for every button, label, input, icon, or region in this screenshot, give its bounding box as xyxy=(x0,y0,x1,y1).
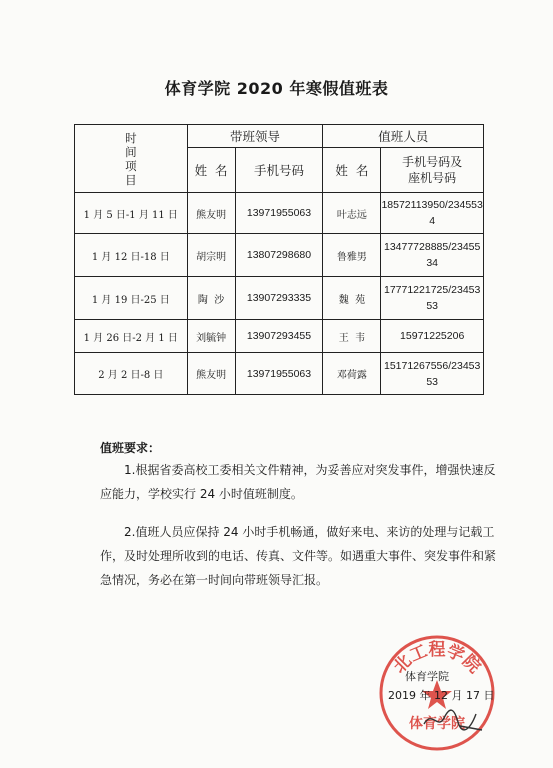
header-leader-group: 带班领导 xyxy=(187,125,323,148)
table-row xyxy=(75,277,484,320)
row-leader: 熊友明 xyxy=(187,353,235,395)
document-title: 体育学院 2020 年寒假值班表 xyxy=(164,79,389,98)
row-staff-phone: 17771221725/2345353 xyxy=(381,277,484,320)
requirement-paragraph-1: 1.根据省委高校工委相关文件精神，为妥善应对突发事件，增强快速反应能力，学校实行 24 小时值班制度。 xyxy=(100,463,496,501)
row-date: 1 月 26 日-2 月 1 日 xyxy=(75,320,188,353)
row-staff-phone: 15171267556/2345353 xyxy=(381,353,484,395)
header-line: 座机号码 xyxy=(408,171,457,185)
header-staff-name: 姓 名 xyxy=(323,148,381,193)
row-date: 2 月 2 日-8 日 xyxy=(75,353,188,395)
table-row xyxy=(75,320,484,353)
row-leader: 刘毓钟 xyxy=(187,320,235,353)
row-staff-phone: 18572113950/2345534 xyxy=(381,193,484,234)
row-leader-phone: 13907293455 xyxy=(235,320,323,353)
header-line: 项 xyxy=(125,158,137,173)
row-staff: 叶志远 xyxy=(323,193,381,234)
row-date: 1 月 19 日-25 日 xyxy=(75,277,188,320)
svg-text:北工程学院: 北工程学院 xyxy=(389,640,485,678)
row-leader-phone: 13971955063 xyxy=(235,353,323,395)
row-leader: 熊友明 xyxy=(187,193,235,234)
signature-org: 体育学院 xyxy=(405,670,449,683)
requirements-title: 值班要求： xyxy=(100,441,161,455)
table-row xyxy=(75,234,484,277)
header-leader-phone: 手机号码 xyxy=(235,148,323,193)
row-date: 1 月 12 日-18 日 xyxy=(75,234,188,277)
row-staff-phone: 15971225206 xyxy=(381,320,484,353)
duty-table xyxy=(74,124,484,395)
row-staff: 魏 苑 xyxy=(323,277,381,320)
header-leader-name: 姓 名 xyxy=(187,148,235,193)
table-row xyxy=(75,193,484,234)
svg-text:体育学院: 体育学院 xyxy=(409,716,465,732)
header-line: 目 xyxy=(125,172,137,187)
header-line: 手机号码及 xyxy=(402,155,463,169)
header-line: 间 xyxy=(125,144,137,159)
header-duty-group: 值班人员 xyxy=(323,125,484,148)
header-staff-phone xyxy=(381,148,484,193)
header-time-project xyxy=(75,125,188,193)
row-staff-phone: 13477728885/2345534 xyxy=(381,234,484,277)
row-leader-phone: 13971955063 xyxy=(235,193,323,234)
row-leader-phone: 13907293335 xyxy=(235,277,323,320)
row-date: 1 月 5 日-1 月 11 日 xyxy=(75,193,188,234)
row-staff: 邓荷露 xyxy=(323,353,381,395)
signature-date: 2019 年 12 月 17 日 xyxy=(388,689,495,702)
requirement-paragraph-2: 2.值班人员应保持 24 小时手机畅通，做好来电、来访的处理与记载工作，及时处理所收到的电话、传真、文件等。如遇重大事件、突发事件和紧急情况，务必在第一时间向带班领导汇报。 xyxy=(100,525,497,587)
row-leader: 胡宗明 xyxy=(187,234,235,277)
row-leader-phone: 13807298680 xyxy=(235,234,323,277)
table-row xyxy=(75,353,484,395)
header-line: 时 xyxy=(125,130,137,145)
row-staff: 王 韦 xyxy=(323,320,381,353)
row-leader: 陶 沙 xyxy=(187,277,235,320)
handwritten-signature xyxy=(420,700,490,740)
row-staff: 鲁雅男 xyxy=(323,234,381,277)
